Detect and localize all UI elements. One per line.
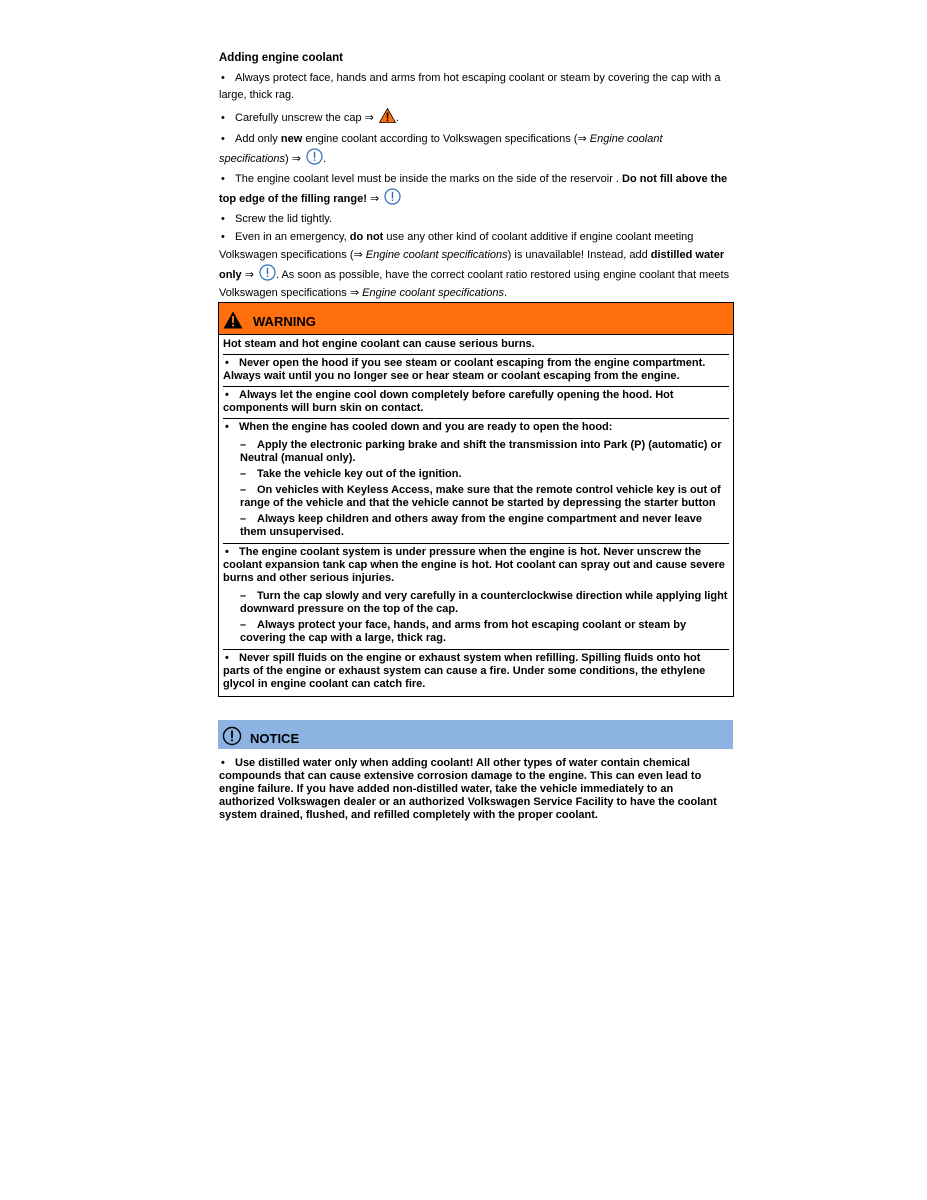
notice-exclamation-icon[interactable]: [306, 148, 323, 165]
list-item: • Carefully unscrew the cap ⇒ .: [219, 108, 734, 127]
cross-reference-link[interactable]: Engine coolant specifications: [362, 287, 505, 299]
notice-text: • Use distilled water only when adding coolant! All other types of water contain chemical compounds that can cause extensive corrosion damage to the engine. This can even lead to engine failure. If you have added non-distilled water, take the vehicle immediately to an authorized Volkswagen dealer or an authorized Volkswagen Service Facility to have the coolant system drained, flushed, and refilled completely with the proper coolant.: [219, 757, 717, 821]
warning-header: [219, 303, 733, 335]
warning-substep: – Always protect your face, hands, and arms from hot escaping coolant or steam by covering the cap with a large, thick rag.: [240, 619, 687, 644]
coolant-section: [219, 52, 734, 305]
notice-exclamation-icon[interactable]: [384, 188, 401, 205]
warning-intro: Hot steam and hot engine coolant can cause serious burns.: [223, 335, 729, 355]
warning-substep: – On vehicles with Keyless Access, make sure that the remote control vehicle key is out of range of the vehicle and that the vehicle cannot be started by depressing the starter button: [240, 484, 721, 509]
notice-label: NOTICE: [250, 731, 300, 746]
notice-exclamation-icon: [222, 726, 242, 746]
warning-substep: – Turn the cap slowly and very carefully in a counterclockwise direction while applying light downward pressure on the top of the cap.: [240, 590, 728, 615]
notice-header: [218, 720, 733, 749]
warning-paragraph: • Always let the engine cool down completely before carefully opening the hood. Hot components will burn skin on contact.: [223, 387, 729, 419]
list-item: • Add only new engine coolant according to Volkswagen specifications (⇒ Engine coolant specifications) ⇒ .: [219, 133, 663, 165]
warning-substep: – Apply the electronic parking brake and shift the transmission into Park (P) (automatic) or Neutral (manual only).: [240, 439, 722, 464]
cross-reference-link[interactable]: Engine coolant specifications: [219, 133, 663, 165]
warning-paragraph: • Never open the hood if you see steam or coolant escaping from the engine compartment. Always wait until you no longer see or hear steam or coolant escaping from the engine.: [223, 355, 729, 387]
list-item: • Always protect face, hands and arms from hot escaping coolant or steam by covering the cap with a large, thick rag.: [219, 72, 721, 101]
warning-box: [218, 302, 734, 697]
warning-paragraph: • Never spill fluids on the engine or exhaust system when refilling. Spilling fluids onto hot parts of the engine or exhaust system can cause a fire. Under some conditions, the ethylene glycol in engine coolant can catch fire.: [223, 652, 706, 690]
warning-substep: – Take the vehicle key out of the ignition.: [240, 468, 462, 480]
notice-exclamation-icon[interactable]: [259, 264, 276, 281]
section-title: Adding engine coolant: [219, 52, 343, 64]
list-item: • Even in an emergency, do not use any other kind of coolant additive if engine coolant meeting Volkswagen specifications (⇒ Engine coolant specifications) is unavailable! Instead, add distilled water only ⇒ . As soon as possible, have the correct coolant ratio restored using engine coolant that meets Volkswagen specifications ⇒ Engine coolant specifications.: [219, 231, 730, 299]
warning-triangle-icon[interactable]: [379, 108, 396, 123]
warning-paragraph: • When the engine has cooled down and you are ready to open the hood: – Apply the electronic parking brake and shift the transmission into Park (P) (automatic) or Neutral (manual only). – Take the vehicle key out of the ignition. – On vehicles with Keyless Access, make sure that the remote control vehicle key is out of range of the vehicle and that the vehicle cannot be started by depressing the starter button – Always keep children and others away from the engine compartment and never leave them unsupervised.: [223, 419, 729, 544]
warning-label: WARNING: [253, 314, 316, 329]
warning-triangle-icon: [223, 311, 243, 329]
warning-substep: – Always keep children and others away from the engine compartment and never leave them unsupervised.: [240, 513, 703, 538]
warning-paragraph: • The engine coolant system is under pressure when the engine is hot. Never unscrew the coolant expansion tank cap when the engine is hot. Hot coolant can spray out and cause severe burns and other serious injuries. – Turn the cap slowly and very carefully in a counterclockwise direction while applying light downward pressure on the top of the cap. – Always protect your face, hands, and arms from hot escaping coolant or steam by covering the cap with a large, thick rag.: [223, 544, 729, 650]
list-item: • The engine coolant level must be inside the marks on the side of the reservoir . Do not fill above the top edge of the filling range! ⇒: [219, 173, 728, 205]
cross-reference-link[interactable]: Engine coolant specifications: [365, 249, 508, 261]
list-item: • Screw the lid tightly.: [221, 213, 333, 225]
